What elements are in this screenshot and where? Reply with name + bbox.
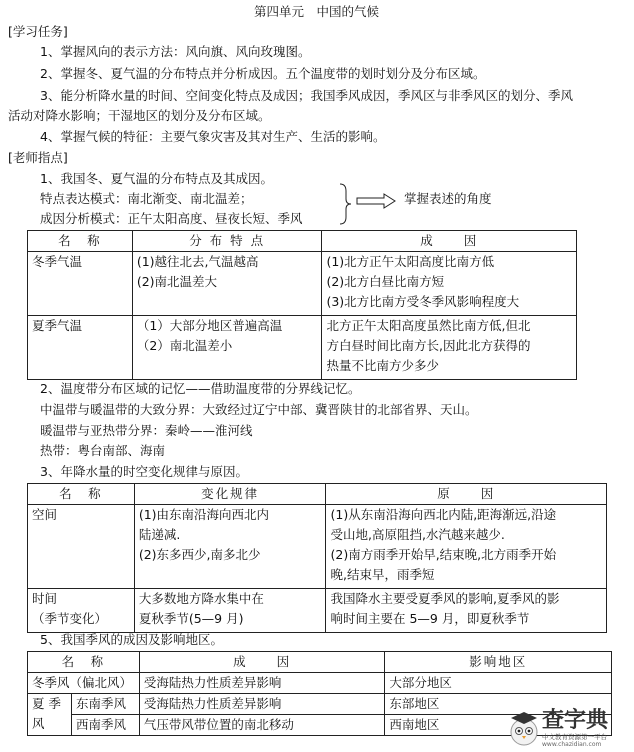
cell-line: (1)北方正午太阳高度比南方低 [326,254,495,269]
table-cell: 东南季风 [71,694,139,715]
table-cell: 冬季风（偏北风） [28,673,140,694]
section-heading-tips: [老师指点] [8,150,68,165]
tip-1-note: 掌握表述的角度 [404,191,492,206]
cell-line: 大多数地方降水集中在 [138,591,264,606]
task-3-line2: 活动对降水影响；干湿地区的划分及分布区域。 [8,108,271,123]
cell-line: 晚,结束早，雨季短 [330,567,435,582]
table-cell [326,589,607,633]
cell-line: 时间 [32,591,58,606]
table-header: 原 因 [326,484,607,505]
cell-line: 北方正午太阳高度虽然比南方低,但北 [326,318,531,333]
cell-line: (1)从东南沿海向西北内陆,距海渐远,沿途 [330,507,557,522]
cell-line: 陆递减. [138,527,181,542]
tip-2-line-b: 暖温带与亚热带分界：秦岭——淮河线 [40,423,253,438]
cell-line: (2)北方白昼比南方短 [326,274,445,289]
table-cell [28,589,135,633]
cell-line: (2)东多西少,南多北少 [138,547,261,562]
table-cell [134,505,326,589]
table-cell: 空间 [28,505,135,589]
table-cell [134,589,326,633]
task-3-line1: 3、能分析降水量的时间、空间变化特点及成因；我国季风成因，季风区与非季风区的划分、季风 [40,88,573,103]
tip-2-line-a: 中温带与暖温带的大致分界：大致经过辽宁中部、冀晋陕甘的北部省界、天山。 [40,402,478,417]
tip-5: 5、我国季风的成因及影响地区。 [40,632,223,647]
cell-line: (3)北方比南方受冬季风影响程度大 [326,294,520,309]
table-cell [322,316,577,380]
cell-line: 方白昼时间比南方长,因此北方获得的 [326,338,531,353]
right-arrow-icon [356,193,396,209]
brace-icon [338,183,352,225]
tip-1-cause-mode: 成因分析模式：正午太阳高度、昼夜长短、季风 [40,211,303,226]
table-header: 名 称 [28,652,140,673]
tip-1-feature-mode: 特点表达模式：南北渐变、南北温差； [40,191,253,206]
section-heading-tasks: [学习任务] [8,24,68,39]
table-header: 名 称 [28,484,135,505]
tip-2-line-c: 热带：粤台南部、海南 [40,443,166,458]
table-header: 影响地区 [385,652,612,673]
precipitation-table [27,483,607,633]
cell-line: 响时间主要在 5—9 月，即夏秋季节 [330,611,530,626]
task-2: 2、掌握冬、夏气温的分布特点并分析成因。五个温度带的划时划分及分布区域。 [40,66,486,81]
tip-3: 3、年降水量的时空变化规律与原因。 [40,464,248,479]
cell-line: 夏秋季节(5—9 月) [138,611,244,626]
table-cell [326,505,607,589]
cell-line: （2）南北温差小 [136,338,233,353]
cell-line: 我国降水主要受夏季风的影响,夏季风的影 [330,591,560,606]
table-header: 变化规律 [134,484,326,505]
cell-line: 夏 季 [32,696,61,711]
table-cell: 冬季气温 [28,252,133,316]
table-header: 分 布 特 点 [132,231,322,252]
cell-line: 热量不比南方少多少 [326,358,439,373]
cell-line: (2)南北温差大 [136,274,218,289]
table-cell: 夏季气温 [28,316,133,380]
cell-line: 风 [32,716,45,731]
cell-line: (1)越往北去,气温越高 [136,254,259,269]
tip-1: 1、我国冬、夏气温的分布特点及其成因。 [40,171,273,186]
table-cell [28,694,72,736]
watermark-brand: 查字典 [542,708,609,733]
table-cell: 气压带风带位置的南北移动 [139,715,385,736]
table-cell: 受海陆热力性质差异影响 [139,694,385,715]
chazidian-watermark [508,704,626,748]
table-cell: 东部地区 [385,694,612,715]
temperature-table [27,230,577,380]
cell-line: （1）大部分地区普遍高温 [136,318,283,333]
task-4: 4、掌握气候的特征：主要气象灾害及其对生产、生活的影响。 [40,129,386,144]
table-cell: 西南地区 [385,715,612,736]
watermark-subtitle: 中文教育资源第一平台 [542,733,607,741]
cell-line: （季节变化） [32,611,108,626]
table-cell [132,252,322,316]
page-title: 第四单元 中国的气候 [254,4,380,19]
table-cell [322,252,577,316]
table-cell: 西南季风 [71,715,139,736]
table-cell: 受海陆热力性质差异影响 [139,673,385,694]
table-header: 名 称 [28,231,133,252]
cell-line: (1)由东南沿海向西北内 [138,507,270,522]
watermark-url: www.chazidian.com [542,741,602,748]
task-1: 1、掌握风向的表示方法：风向旗、风向玫瑰图。 [40,44,311,59]
table-header: 成 因 [139,652,385,673]
cell-line: 受山地,高原阻挡,水汽越来越少. [330,527,505,542]
table-cell [132,316,322,380]
tip-2: 2、温度带分布区域的记忆——借助温度带的分界线记忆。 [40,381,361,396]
table-header: 成 因 [322,231,577,252]
table-cell: 大部分地区 [385,673,612,694]
cell-line: (2)南方雨季开始早,结束晚,北方雨季开始 [330,547,557,562]
